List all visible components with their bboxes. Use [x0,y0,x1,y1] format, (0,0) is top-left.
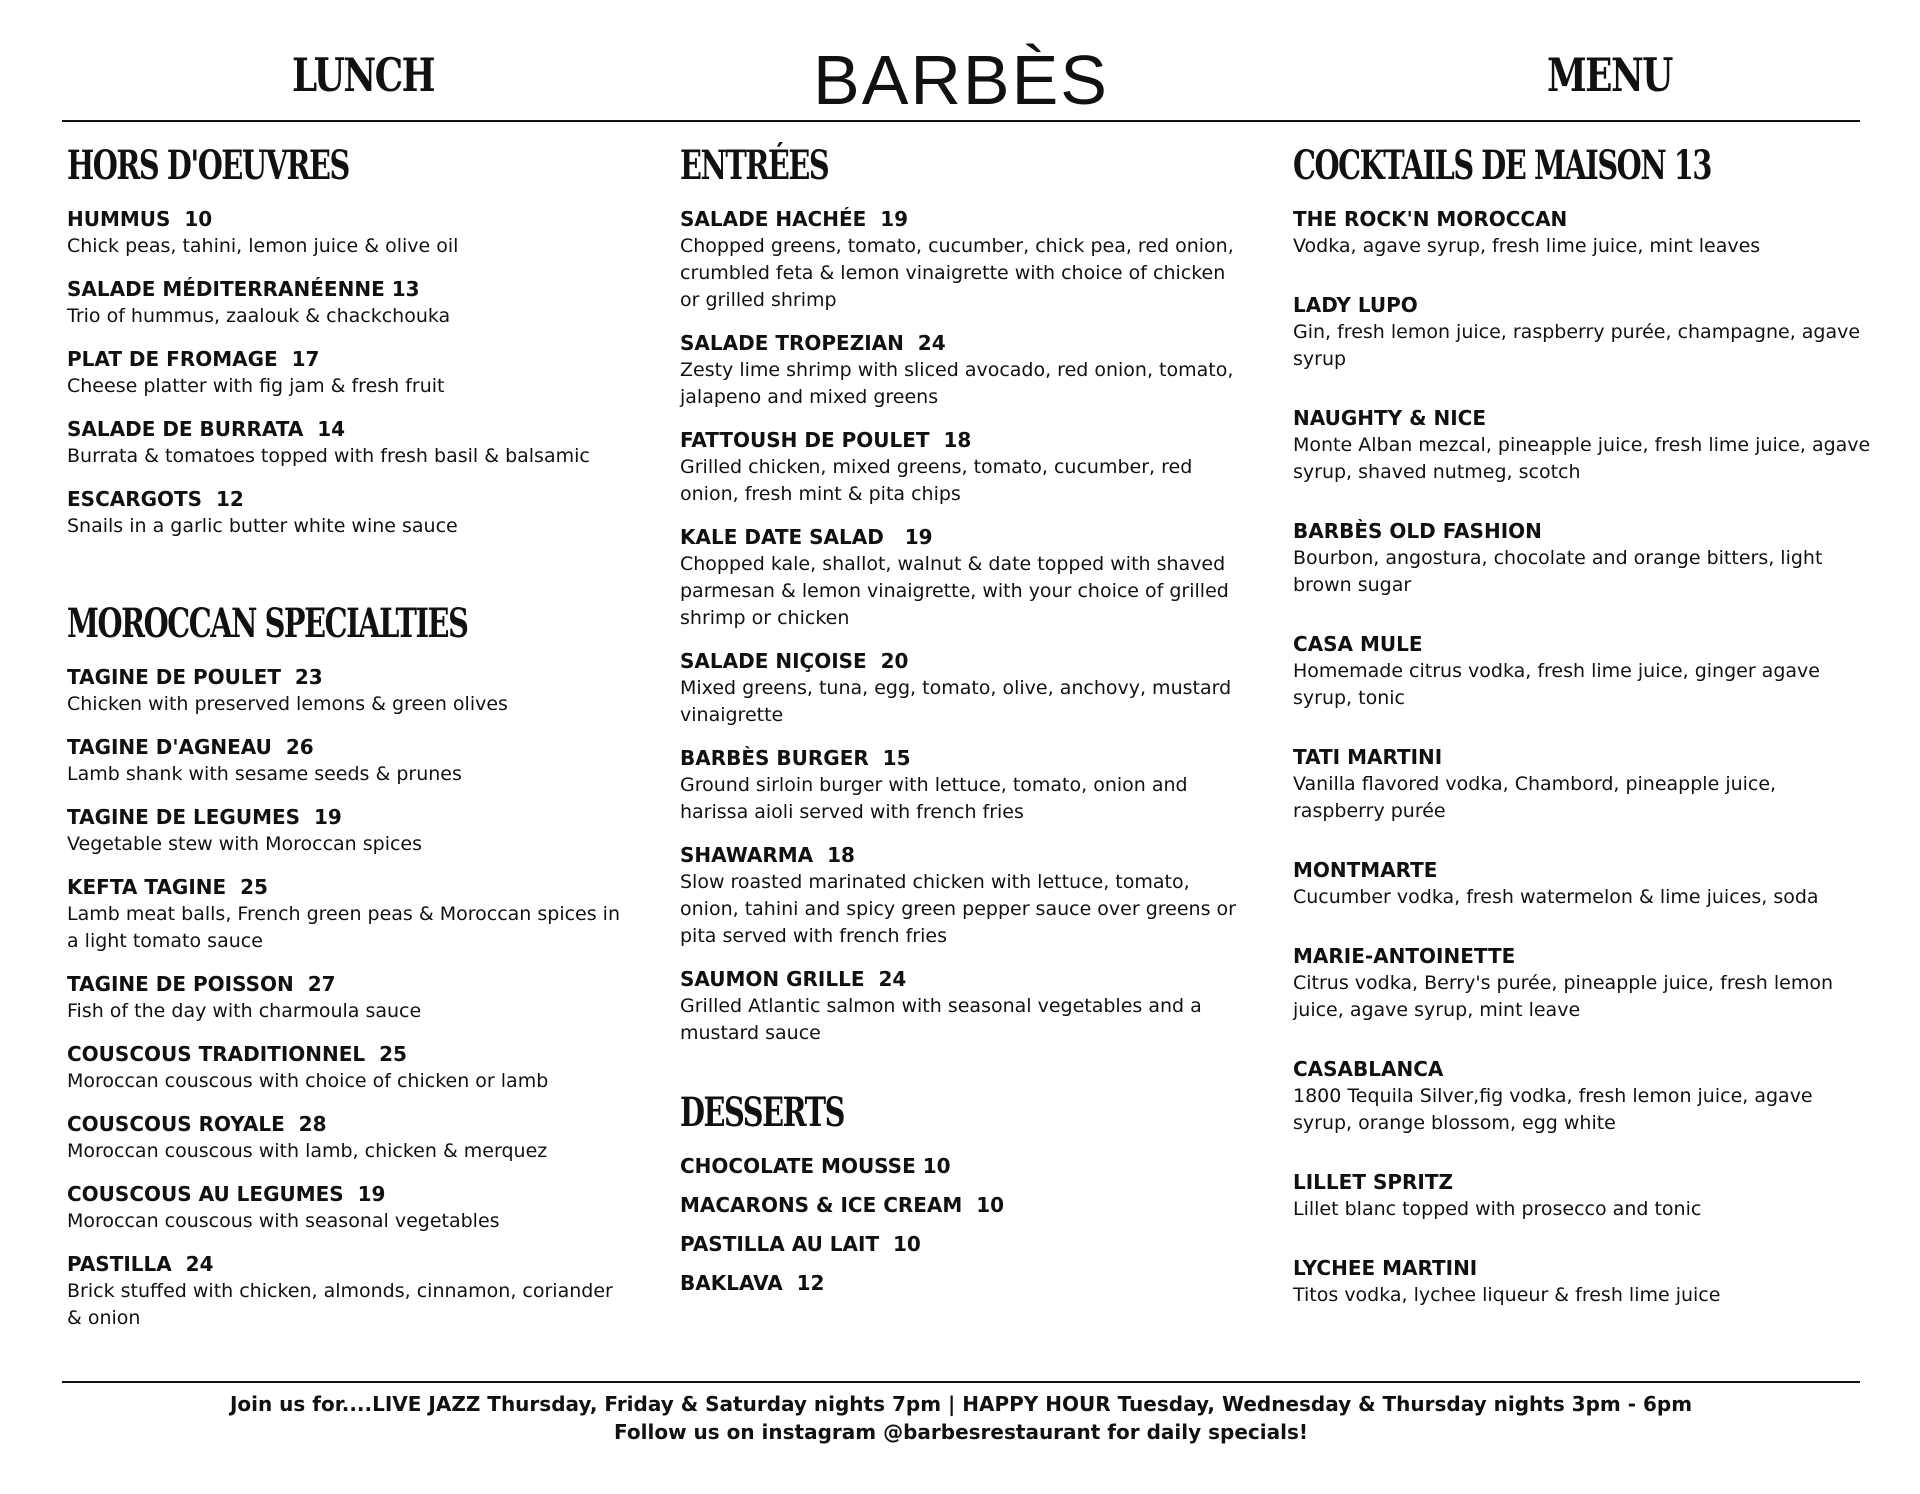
menu-item [680,330,1240,411]
hors-doeuvres-list [67,206,627,540]
item-description: Burrata & tomatoes topped with fresh basil & balsamic [67,445,590,467]
dessert-item: CHOCOLATE MOUSSE 10 [680,1154,951,1178]
menu-item [67,1041,627,1095]
item-description: Chick peas, tahini, lemon juice & olive oil [67,235,459,257]
cocktail-item [1293,857,1873,911]
item-name: BARBÈS BURGER 15 [680,746,911,770]
item-name: NAUGHTY & NICE [1293,406,1487,430]
menu-item [67,416,627,470]
footer-events-line: Join us for....LIVE JAZZ Thursday, Friday & Saturday nights 7pm | HAPPY HOUR Tuesday, Wednesday & Thursday nights 3pm - 6pm [229,1392,1693,1416]
item-description: Trio of hummus, zaalouk & chackchouka [67,305,451,327]
dessert-item: BAKLAVA 12 [680,1271,825,1295]
item-description: Moroccan couscous with choice of chicken or lamb [67,1070,549,1092]
dessert-item: PASTILLA AU LAIT 10 [680,1232,921,1256]
column-right [1293,140,1873,1341]
footer-instagram-line: Follow us on instagram @barbesrestaurant for daily specials! [614,1420,1308,1444]
item-name: THE ROCK'N MOROCCAN [1293,207,1568,231]
menu-item [67,664,627,718]
item-name: PLAT DE FROMAGE 17 [67,347,320,371]
menu-item [67,804,627,858]
header-divider [62,120,1860,122]
item-description: Mixed greens, tuna, egg, tomato, olive, anchovy, mustard vinaigrette [680,677,1232,726]
item-description: Cucumber vodka, fresh watermelon & lime juices, soda [1293,886,1819,908]
section-title-desserts: DESSERTS [680,1089,844,1136]
item-name: TATI MARTINI [1293,745,1443,769]
menu-item [67,486,627,540]
item-name: SALADE TROPEZIAN 24 [680,331,946,355]
menu-item [67,971,627,1025]
item-description: Slow roasted marinated chicken with lettuce, tomato, onion, tahini and spicy green pepper sauce over greens or pita served with french fries [680,871,1236,947]
menu-label: MENU [1547,48,1672,102]
menu-item [67,346,627,400]
item-name: COUSCOUS TRADITIONNEL 25 [67,1042,407,1066]
column-middle [680,140,1240,1309]
menu-item [67,874,627,955]
item-description: Moroccan couscous with lamb, chicken & merquez [67,1140,548,1162]
dessert-item: MACARONS & ICE CREAM 10 [680,1193,1005,1217]
menu-item [680,427,1240,508]
item-description: Snails in a garlic butter white wine sauce [67,515,458,537]
menu-item [67,1181,627,1235]
item-name: CASABLANCA [1293,1057,1444,1081]
item-name: COUSCOUS ROYALE 28 [67,1112,327,1136]
item-name: MONTMARTE [1293,858,1438,882]
menu-item [680,966,1240,1047]
section-title-hors-doeuvres: HORS D'OEUVRES [67,142,349,189]
item-name: ESCARGOTS 12 [67,487,244,511]
item-name: SHAWARMA 18 [680,843,855,867]
item-name: LILLET SPRITZ [1293,1170,1453,1194]
item-description: Grilled chicken, mixed greens, tomato, cucumber, red onion, fresh mint & pita chips [680,456,1193,505]
cocktail-item [1293,943,1873,1024]
cocktail-item [1293,1056,1873,1137]
item-name: TAGINE DE POULET 23 [67,665,323,689]
item-description: Moroccan couscous with seasonal vegetables [67,1210,500,1232]
item-description: Titos vodka, lychee liqueur & fresh lime juice [1293,1284,1721,1306]
item-description: Cheese platter with fig jam & fresh fruit [67,375,445,397]
restaurant-name: BARBÈS [813,41,1109,119]
item-name: SALADE DE BURRATA 14 [67,417,346,441]
cocktail-item [1293,1169,1873,1223]
menu-header [62,0,1860,122]
item-description: Homemade citrus vodka, fresh lime juice, ginger agave syrup, tonic [1293,660,1820,709]
entrees-list [680,206,1240,1047]
menu-item [67,206,627,260]
cocktail-item [1293,206,1873,260]
cocktail-item [1293,405,1873,486]
item-name: BARBÈS OLD FASHION [1293,519,1542,543]
column-left [67,140,627,1348]
item-name: TAGINE D'AGNEAU 26 [67,735,314,759]
item-name: HUMMUS 10 [67,207,213,231]
item-description: Citrus vodka, Berry's purée, pineapple juice, fresh lemon juice, agave syrup, mint leave [1293,972,1834,1021]
section-title-entrees: ENTRÉES [680,142,829,189]
item-description: Chopped kale, shallot, walnut & date topped with shaved parmesan & lemon vinaigrette, with your choice of grilled shrimp or chicken [680,553,1229,629]
cocktail-item [1293,292,1873,373]
menu-item [67,1111,627,1165]
menu-item [680,648,1240,729]
footer-divider [62,1381,1860,1383]
item-description: Lillet blanc topped with prosecco and tonic [1293,1198,1702,1220]
item-description: Lamb meat balls, French green peas & Moroccan spices in a light tomato sauce [67,903,620,952]
item-description: Vanilla flavored vodka, Chambord, pineapple juice, raspberry purée [1293,773,1777,822]
cocktail-item [1293,744,1873,825]
item-name: LADY LUPO [1293,293,1418,317]
menu-item [680,842,1240,950]
item-description: Bourbon, angostura, chocolate and orange bitters, light brown sugar [1293,547,1823,596]
item-name: COUSCOUS AU LEGUMES 19 [67,1182,386,1206]
item-name: KEFTA TAGINE 25 [67,875,268,899]
item-description: Chicken with preserved lemons & green olives [67,693,508,715]
item-name: TAGINE DE POISSON 27 [67,972,336,996]
item-description: Grilled Atlantic salmon with seasonal vegetables and a mustard sauce [680,995,1202,1044]
item-name: SALADE NIÇOISE 20 [680,649,909,673]
item-description: Brick stuffed with chicken, almonds, cinnamon, coriander & onion [67,1280,613,1329]
item-description: Fish of the day with charmoula sauce [67,1000,422,1022]
item-name: FATTOUSH DE POULET 18 [680,428,972,452]
item-description: Chopped greens, tomato, cucumber, chick pea, red onion, crumbled feta & lemon vinaigrette with choice of chicken or grilled shrimp [680,235,1234,311]
section-title-cocktails: COCKTAILS DE MAISON 13 [1293,142,1712,189]
item-description: Gin, fresh lemon juice, raspberry purée, champagne, agave syrup [1293,321,1861,370]
item-description: Monte Alban mezcal, pineapple juice, fresh lime juice, agave syrup, shaved nutmeg, scotch [1293,434,1871,483]
item-description: Ground sirloin burger with lettuce, tomato, onion and harissa aioli served with french fries [680,774,1188,823]
item-name: CASA MULE [1293,632,1423,656]
menu-item [67,1251,627,1332]
item-name: SALADE HACHÉE 19 [680,207,909,231]
moroccan-specialties-list [67,664,627,1332]
cocktails-list [1293,206,1873,1309]
menu-item [680,206,1240,314]
item-description: Zesty lime shrimp with sliced avocado, red onion, tomato, jalapeno and mixed greens [680,359,1234,408]
desserts-list [680,1153,1240,1297]
item-name: SAUMON GRILLE 24 [680,967,907,991]
item-description: Lamb shank with sesame seeds & prunes [67,763,462,785]
item-name: PASTILLA 24 [67,1252,214,1276]
section-title-moroccan-specialties: MOROCCAN SPECIALTIES [67,600,468,647]
item-name: KALE DATE SALAD 19 [680,525,933,549]
item-description: 1800 Tequila Silver,fig vodka, fresh lemon juice, agave syrup, orange blossom, egg white [1293,1085,1813,1134]
menu-item [680,524,1240,632]
item-description: Vegetable stew with Moroccan spices [67,833,423,855]
footer [62,1390,1860,1446]
item-name: SALADE MÉDITERRANÉENNE 13 [67,277,420,301]
menu-item [680,745,1240,826]
menu-item [67,734,627,788]
item-description: Vodka, agave syrup, fresh lime juice, mint leaves [1293,235,1761,257]
cocktail-item [1293,518,1873,599]
menu-item [67,276,627,330]
lunch-label: LUNCH [292,48,435,102]
item-name: MARIE-ANTOINETTE [1293,944,1516,968]
item-name: LYCHEE MARTINI [1293,1256,1478,1280]
cocktail-item [1293,1255,1873,1309]
item-name: TAGINE DE LEGUMES 19 [67,805,342,829]
cocktail-item [1293,631,1873,712]
